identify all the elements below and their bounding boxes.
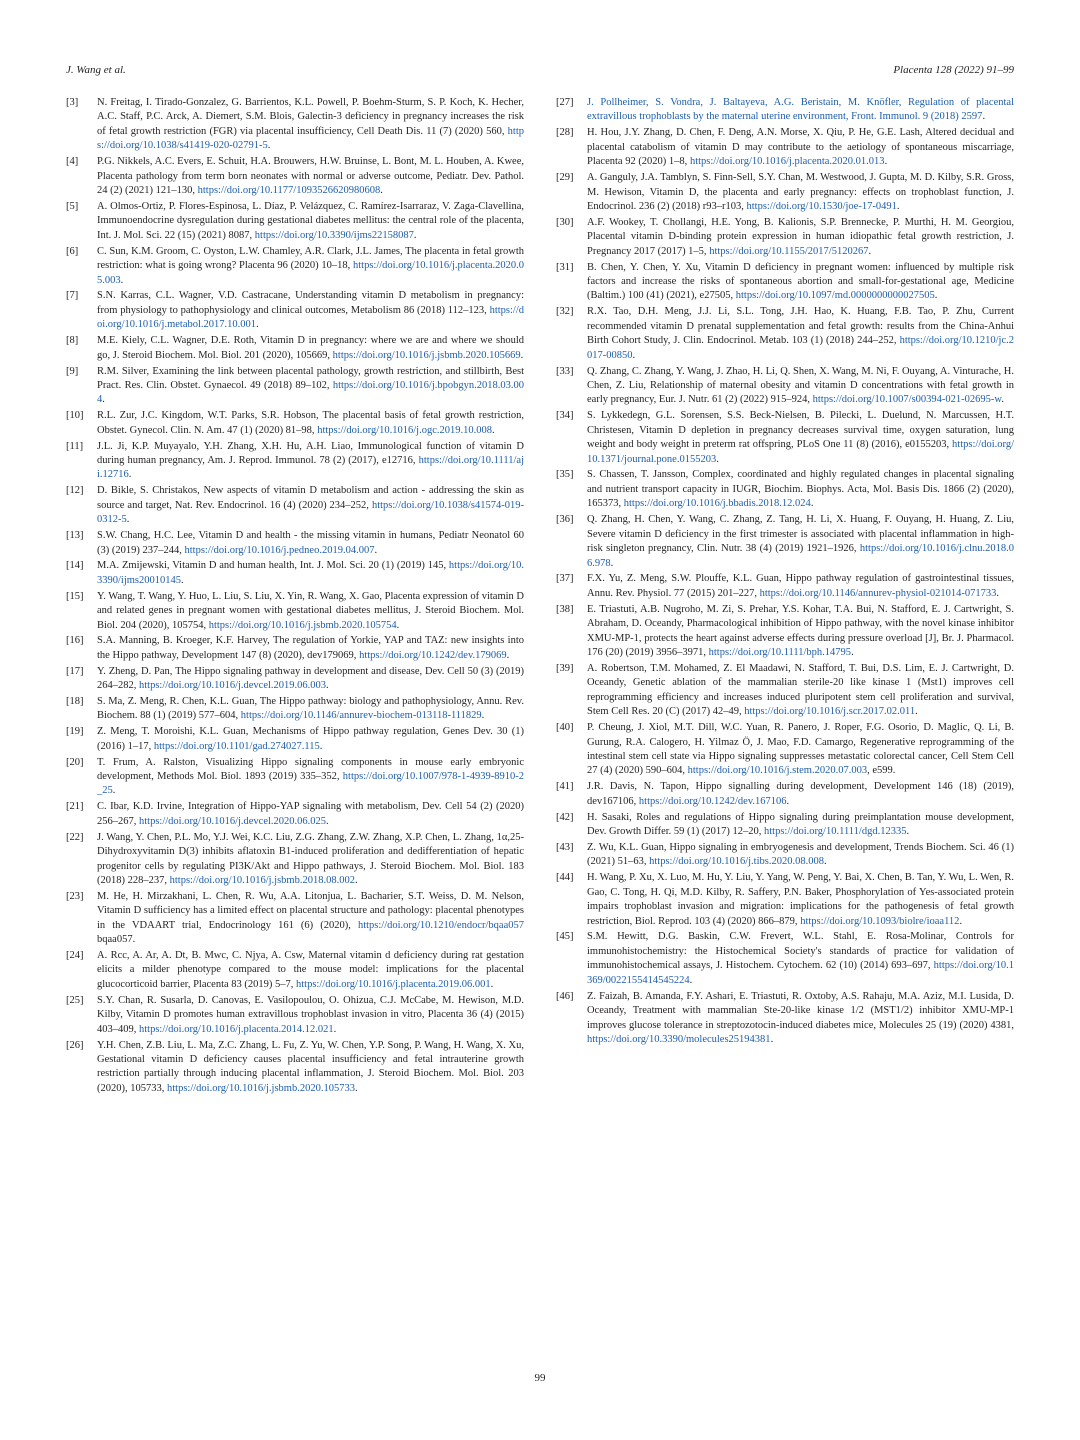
doi-link[interactable]: https://doi.org/10.1038/s41419-020-02791-5 [97, 125, 524, 152]
reference-citation: P. Cheung, J. Xiol, M.T. Dill, W.C. Yuan, R. Panero, J. Roper, F.G. Osorio, D. Maglic, Q. Li, B. Gurung, R.A. Calogero, H. Yilmaz Ö, J. Mao, F.D. Camargo, Regenerative reprogramming of the intestinal stem cell state via Hippo signaling suppresses metastatic colorectal cancer, Cell Stem Cell 27 (4) (2020) 590–604, [587, 722, 1014, 777]
reference-text [587, 780, 1014, 809]
reference-item [556, 841, 1014, 870]
reference-item [66, 800, 524, 829]
reference-citation: Y.H. Chen, Z.B. Liu, L. Ma, Z.C. Zhang, L. Fu, Z. Yu, W. Chen, Y.P. Song, P. Wang, H. Wang, X. Xu, Gestational vitamin D deficiency causes placental insufficiency and fetal intrauterine growth restriction partially through inducing placental inflammation, J. Steroid Biochem. Mol. Biol. 203 (2020), 105733, [97, 1039, 524, 1094]
doi-link[interactable]: https://doi.org/10.1371/journal.pone.0155203 [587, 439, 1014, 465]
doi-link[interactable]: https://doi.org/10.1111/dgd.12335 [764, 826, 907, 838]
reference-suffix: . [102, 394, 105, 406]
doi-link[interactable]: https://doi.org/10.1146/annurev-biochem-013118-111829 [240, 710, 482, 722]
doi-link[interactable]: https://doi.org/10.1210/endocr/bqaa057 [357, 919, 524, 931]
reference-item [556, 468, 1014, 511]
reference-text [97, 289, 524, 332]
reference-text [587, 572, 1014, 601]
doi-link[interactable]: https://doi.org/10.3390/ijms20010145 [97, 560, 524, 586]
reference-number: [18] [66, 695, 84, 707]
reference-suffix: bqaa057. [97, 934, 136, 946]
doi-link[interactable]: https://doi.org/10.1016/j.devcel.2020.06.025 [139, 815, 327, 827]
reference-suffix: . [354, 1082, 358, 1094]
reference-item [556, 261, 1014, 304]
reference-item [66, 409, 524, 438]
reference-number: [30] [556, 216, 574, 228]
reference-citation: Y. Zheng, D. Pan, The Hippo signaling pathway in development and disease, Dev. Cell 50 (3) (2019) 264–282, [97, 665, 524, 692]
reference-item [66, 634, 524, 663]
reference-item [556, 603, 1014, 661]
reference-text [97, 725, 524, 754]
reference-suffix: . [896, 200, 900, 212]
reference-number: [19] [66, 726, 84, 738]
reference-number: [10] [66, 410, 84, 422]
reference-item [66, 890, 524, 948]
reference-number: [21] [66, 801, 84, 813]
reference-citation: R.L. Zur, J.C. Kingdom, W.T. Parks, S.R. Hobson, The placental basis of fetal growth restriction, Obstet. Gynecol. Clin. N. Am. 47 (1) (2020) 81–98, [97, 410, 524, 436]
reference-number: [8] [66, 335, 79, 347]
reference-text [587, 513, 1014, 571]
doi-link[interactable]: https://doi.org/10.1155/2017/5120267 [709, 245, 869, 257]
reference-suffix: . [934, 290, 938, 302]
reference-suffix: . [128, 469, 132, 481]
reference-text [97, 994, 524, 1037]
reference-citation: F.X. Yu, Z. Meng, S.W. Plouffe, K.L. Guan, Hippo pathway regulation of gastrointestinal tissues, Annu. Rev. Physiol. 77 (2015) 201–227, [587, 573, 1014, 599]
reference-item [556, 96, 1014, 125]
doi-link[interactable]: https://doi.org/10.1369/0022155414545224 [587, 960, 1014, 986]
reference-text [587, 365, 1014, 408]
reference-text [97, 831, 524, 889]
reference-text [587, 126, 1014, 169]
reference-item [556, 811, 1014, 840]
reference-suffix: . [716, 453, 719, 465]
reference-number: [11] [66, 440, 84, 452]
reference-suffix: . [689, 974, 693, 986]
reference-number: [12] [66, 485, 84, 497]
reference-suffix: . [520, 349, 524, 361]
reference-number: [26] [66, 1039, 84, 1051]
reference-suffix: . [506, 649, 510, 661]
reference-suffix: . [868, 245, 872, 257]
reference-text [97, 96, 524, 154]
reference-suffix: . [490, 978, 494, 990]
reference-suffix: . [396, 619, 400, 631]
reference-suffix: . [810, 498, 814, 510]
running-header-journal: Placenta 128 (2022) 91–99 [893, 64, 1014, 76]
reference-suffix: . [126, 514, 130, 526]
reference-text [97, 590, 524, 633]
reference-text [97, 756, 524, 799]
reference-citation: C. Sun, K.M. Groom, C. Oyston, L.W. Chamley, A.R. Clark, J.L. James, The placenta in fetal growth restriction: what is going wrong? Placenta 96 (2020) 10–18, [97, 245, 524, 272]
reference-item [556, 171, 1014, 214]
doi-link[interactable]: https://doi.org/10.1242/dev.167106 [638, 795, 787, 807]
reference-suffix: . [906, 826, 910, 838]
reference-item [66, 994, 524, 1037]
reference-number: [5] [66, 200, 79, 212]
reference-suffix: . [982, 111, 986, 123]
reference-item [66, 365, 524, 408]
reference-number: [40] [556, 722, 574, 734]
reference-citation: Y. Wang, T. Wang, Y. Huo, L. Liu, S. Liu, X. Yin, R. Wang, X. Gao, Placenta expression of vitamin D and related genes in pregnant women with gestational diabetes mellitus, J. Steroid Biochem. Mol. Biol. 204 (2020), 105754, [97, 590, 524, 631]
reference-text [587, 990, 1014, 1048]
reference-number: [7] [66, 290, 79, 302]
reference-item [556, 513, 1014, 571]
references-right-column [556, 96, 1014, 1049]
reference-number: [15] [66, 590, 84, 602]
doi-link[interactable]: https://doi.org/10.1146/annurev-physiol-021014-071733 [759, 587, 997, 599]
reference-citation: Z. Meng, T. Moroishi, K.L. Guan, Mechanisms of Hippo pathway regulation, Genes Dev. 30 (1) (2016) 1–17, [97, 726, 524, 752]
reference-item [556, 871, 1014, 929]
reference-suffix: . [632, 349, 636, 361]
reference-citation: Z. Faizah, B. Amanda, F.Y. Ashari, E. Triastuti, R. Oxtoby, A.S. Rahaju, M.A. Aziz, M.I. Lusida, D. Oceandy, Treatment with mammalian Ste-20-like kinase 1/2 (MST1/2) inhibitor XMU-MP-1 improves glucose tolerance in streptozotocin-induced diabetes mice, Molecules 25 (19) (2020) 4381, [587, 990, 1014, 1031]
doi-link[interactable]: https://doi.org/10.1016/j.placenta.2020.05.003 [97, 260, 524, 286]
reference-item [66, 484, 524, 527]
reference-citation: A. Rcc, A. Ar, A. Dt, B. Mwc, C. Njya, A. Csw, Maternal vitamin d deficiency during rat gestation elicits a milder phenotype compared to the mouse model: implications for the placental glucocorticoid barrier, Placenta 83 (2019) 5–7, [97, 950, 524, 990]
doi-link[interactable]: https://doi.org/10.1111/aji.12716 [97, 455, 524, 481]
reference-text [587, 871, 1014, 929]
reference-suffix: . [374, 544, 378, 556]
reference-text [587, 811, 1014, 840]
doi-link[interactable]: https://doi.org/10.1016/j.scr.2017.02.011 [744, 706, 916, 718]
reference-suffix: . [1001, 394, 1004, 406]
reference-citation: S. Lykkedegn, G.L. Sorensen, S.S. Beck-Nielsen, B. Pilecki, L. Duelund, N. Marcussen, H.T. Christesen, Vitamin D depletion in pregnancy decreases survival time, oxygen saturation, lung weight and body weight in preterm rat offspring, PLoS One 11 (8) (2016), e0155203, [587, 410, 1014, 451]
reference-citation: M.E. Kiely, C.L. Wagner, D.E. Roth, Vitamin D in pregnancy: where we are and where we should go, J. Steroid Biochem. Mol. Biol. 201 (2020), 105669, [97, 335, 524, 361]
doi-link[interactable]: https://doi.org/10.1242/dev.179069 [359, 649, 507, 661]
reference-item [66, 200, 524, 243]
doi-link[interactable]: https://doi.org/10.1097/md.0000000000027505 [735, 290, 935, 302]
doi-link[interactable]: https://doi.org/10.1093/biolre/ioaa112 [800, 915, 960, 927]
reference-citation: S.M. Hewitt, D.G. Baskin, C.W. Frevert, W.L. Stahl, E. Rosa-Molinar, Controls for immunohistochemistry: the Histochemical Society's standards of practice for validation of immunohistochemical assays, J. Histochem. Cytochem. 62 (10) (2014) 693–697, [587, 931, 1014, 972]
doi-link[interactable]: https://doi.org/10.3390/molecules25194381 [587, 1033, 771, 1045]
reference-item [66, 725, 524, 754]
doi-link[interactable]: https://doi.org/10.1016/j.bpobgyn.2018.03.004 [97, 379, 524, 406]
doi-link[interactable]: https://doi.org/10.1177/1093526620980608 [197, 185, 381, 197]
doi-link[interactable]: https://doi.org/10.1210/jc.2017-00850 [587, 335, 1014, 361]
reference-text [587, 96, 1014, 125]
reference-number: [4] [66, 156, 79, 168]
reference-suffix: . [786, 795, 790, 807]
reference-number: [39] [556, 662, 574, 674]
references-left-column [66, 96, 524, 1098]
doi-link[interactable]: https://doi.org/10.1016/j.stem.2020.07.003 [687, 765, 868, 777]
reference-item [66, 440, 524, 483]
reference-item [556, 365, 1014, 408]
reference-item [556, 721, 1014, 779]
reference-item [66, 96, 524, 154]
reference-item [66, 155, 524, 198]
reference-suffix: . [256, 319, 259, 331]
reference-suffix: . [319, 740, 323, 752]
reference-citation: M. He, H. Mirzakhani, L. Chen, R. Wu, A.A. Litonjua, L. Bacharier, S.T. Weiss, D. M. Nelson, Vitamin D sufficiency has a limited effect on placental structure and pathology: placental phenotypes in the VDAART trial, Endocrinology 161 (6) (2020), [97, 890, 524, 931]
reference-number: [13] [66, 530, 84, 542]
reference-item [556, 305, 1014, 363]
reference-item [66, 559, 524, 588]
reference-number: [45] [556, 931, 574, 943]
reference-suffix: , e599. [867, 765, 896, 777]
reference-number: [41] [556, 781, 574, 793]
doi-link[interactable]: https://doi.org/10.1016/j.pedneo.2019.04.007 [184, 544, 375, 556]
running-header-authors: J. Wang et al. [66, 64, 126, 76]
reference-number: [25] [66, 994, 84, 1006]
reference-citation: M.A. Zmijewski, Vitamin D and human health, Int. J. Mol. Sci. 20 (1) (2019) 145, [97, 560, 449, 572]
reference-suffix: . [380, 185, 383, 197]
reference-citation: P.G. Nikkels, A.C. Evers, E. Schuit, H.A. Brouwers, H.W. Bruinse, L. Bont, M. L. Houben, A. Kwee, Placenta pathology from term born neonates with normal or adverse outcome, Pediatr. Dev. Pathol. 24 (2) (2021) 121–130, [97, 156, 524, 197]
reference-item [66, 949, 524, 992]
reference-suffix: . [915, 706, 918, 718]
reference-citation: J. Wang, Y. Chen, P.L. Mo, Y.J. Wei, K.C. Liu, Z.G. Zhang, Z.W. Zhang, X.P. Chen, L. Zhang, 1α,25-Dihydroxyvitamin D(3) inhibits aflatoxin B1-induced proliferation and dedifferentiation of hepatic progenitor cells by regulating PI3K/Akt and Hippo pathways, J. Steroid Biochem. Mol. Biol. 183 (2018) 228–237, [97, 831, 524, 886]
reference-number: [27] [556, 97, 574, 108]
reference-text [97, 559, 524, 588]
reference-number: [32] [556, 306, 574, 318]
reference-item [556, 990, 1014, 1048]
reference-suffix: . [610, 557, 614, 569]
reference-number: [33] [556, 365, 574, 377]
reference-text [587, 305, 1014, 363]
reference-item [66, 831, 524, 889]
reference-number: [3] [66, 97, 79, 108]
reference-text [587, 603, 1014, 661]
reference-citation: N. Freitag, I. Tirado-Gonzalez, G. Barrientos, K.L. Powell, P. Boehm-Sturm, S. P. Koch, K. Hecher, A.C. Staff, P.C. Arck, A. Diemert, S.M. Blois, Galectin-3 deficiency in pregnancy increases the risk of fetal growth restriction (FGR) via placental insufficiency, Cell Death Dis. 11 (7) (2020) 560, [97, 97, 524, 137]
doi-link[interactable]: https://doi.org/10.1111/bph.14795 [708, 647, 852, 659]
reference-citation: S.A. Manning, B. Kroeger, K.F. Harvey, The regulation of Yorkie, YAP and TAZ: new insights into the Hippo pathway, Development 147 (8) (2020), dev179069, [97, 635, 524, 661]
reference-citation: H. Wang, P. Xu, X. Luo, M. Hu, Y. Liu, Y. Yang, W. Peng, Y. Bai, X. Chen, B. Tan, Y. Wu, L. Wen, R. Gao, C. Tong, H. Qi, M.D. Kilby, R. Saffery, P.N. Baker, Phosphorylation of Yes-associated protein impairs trophoblast invasion and migration: implications for the pathogenesis of fetal growth restriction, Biol. Reprod. 103 (4) (2020) 866–879, [587, 872, 1014, 927]
reference-citation: Z. Wu, K.L. Guan, Hippo signaling in embryogenesis and development, Trends Biochem. Sci. 46 (1) (2021) 51–63, [587, 841, 1014, 868]
reference-citation: H. Hou, J.Y. Zhang, D. Chen, F. Deng, A.N. Morse, X. Qiu, P. He, G.E. Lash, Altered decidual and placental catabolism of vitamin D may contribute to the aetiology of spontaneous miscarriage, Placenta 92 (2020) 1–8, [587, 127, 1014, 168]
reference-item [556, 216, 1014, 259]
reference-citation: H. Sasaki, Roles and regulations of Hippo signaling during preimplantation mouse development, Dev. Growth Differ. 59 (1) (2017) 12–20, [587, 811, 1014, 838]
reference-number: [17] [66, 665, 84, 677]
doi-link[interactable]: https://doi.org/10.1530/joe-17-0491 [746, 200, 897, 212]
reference-citation: S.W. Chang, H.C. Lee, Vitamin D and health - the missing vitamin in humans, Pediatr Neonatol 60 (3) (2019) 237–244, [97, 530, 524, 556]
reference-number: [42] [556, 811, 574, 823]
reference-item [66, 590, 524, 633]
reference-number: [38] [556, 603, 574, 615]
reference-number: [46] [556, 990, 574, 1002]
doi-link[interactable]: https://doi.org/10.1016/j.jsbmb.2020.105669 [332, 349, 521, 361]
reference-suffix: . [354, 874, 358, 886]
reference-suffix: . [413, 229, 417, 241]
doi-link[interactable]: https://doi.org/10.1101/gad.274027.115 [153, 740, 320, 752]
reference-number: [37] [556, 573, 574, 585]
reference-text [587, 662, 1014, 720]
reference-text [97, 529, 524, 558]
reference-text [97, 365, 524, 408]
reference-suffix: . [326, 815, 329, 827]
reference-text [97, 409, 524, 438]
doi-link[interactable]: https://doi.org/10.1016/j.bbadis.2018.12.024 [623, 498, 811, 510]
reference-item [66, 245, 524, 288]
doi-link[interactable]: https://doi.org/10.1016/j.placenta.2014.12.021 [139, 1023, 334, 1035]
reference-text [97, 634, 524, 663]
reference-text [97, 440, 524, 483]
reference-text [97, 695, 524, 724]
reference-text [587, 930, 1014, 988]
reference-suffix: . [823, 856, 827, 868]
reference-number: [24] [66, 950, 84, 962]
reference-citation: S.N. Karras, C.L. Wagner, V.D. Castracane, Understanding vitamin D metabolism in pregnancy: from physiology to pathophysiology and clinical outcomes, Metabolism 86 (2018) 112–123, [97, 290, 524, 316]
reference-suffix: . [996, 587, 1000, 599]
reference-number: [14] [66, 560, 84, 572]
reference-citation: S. Chassen, T. Jansson, Complex, coordinated and highly regulated changes in placental signaling and nutrient transport capacity in IUGR, Biochim. Biophys. Acta, Mol. Basis Dis. 1866 (2) (2020), 165373, [587, 469, 1014, 510]
reference-item [66, 695, 524, 724]
doi-link[interactable]: https://doi.org/10.1016/j.jsbmb.2020.105733 [167, 1082, 355, 1094]
reference-item [66, 289, 524, 332]
reference-item [66, 334, 524, 363]
doi-link[interactable]: https://doi.org/10.1007/978-1-4939-8910-2_25 [97, 771, 524, 797]
reference-number: [20] [66, 756, 84, 768]
reference-citation: Q. Zhang, C. Zhang, Y. Wang, J. Zhao, H. Li, Q. Shen, X. Wang, M. Ni, F. Ouyang, A. Vinturache, H. Chen, Z. Liu, Relationship of maternal obesity and vitamin D concentrations with fetal growth in early pregnancy, Eur. J. Nutr. 61 (2) (2022) 915–924, [587, 365, 1015, 406]
reference-number: [22] [66, 831, 84, 843]
reference-citation: E. Triastuti, A.B. Nugroho, M. Zi, S. Prehar, Y.S. Kohar, T.A. Bui, N. Stafford, E. J. Cartwright, S. Abraham, D. Oceandy, Pharmacological inhibition of Hippo pathway, with the novel kinase inhibitor XMU-MP-1, protects the heart against adverse effects during pressure overload [J], Br. J. Pharmacol. 176 (20) (2019) 3956–3971, [587, 603, 1014, 659]
doi-link[interactable]: https://doi.org/10.1016/j.tibs.2020.08.008 [649, 856, 824, 868]
reference-item [66, 529, 524, 558]
reference-number: [6] [66, 245, 79, 257]
reference-citation: J.R. Davis, N. Tapon, Hippo signalling during development, Development 146 (18) (2019), dev167106, [587, 781, 1014, 807]
reference-suffix: . [851, 647, 854, 659]
doi-link[interactable]: https://doi.org/10.1038/s41574-019-0312-5 [97, 499, 524, 526]
reference-citation: A.F. Wookey, T. Chollangi, H.E. Yong, B. Kalionis, S.P. Brennecke, P. Murthi, H. M. Georgiou, Placental vitamin D-binding protein expression in human idiopathic fetal growth restriction, J. Pregnancy 2017 (2017) 1–5, [587, 216, 1014, 257]
reference-number: [9] [66, 365, 79, 377]
reference-suffix: . [181, 574, 184, 586]
reference-suffix: . [333, 1023, 337, 1035]
reference-text [587, 409, 1014, 467]
reference-citation: S.Y. Chan, R. Susarla, D. Canovas, E. Vasilopoulou, O. Ohizua, C.J. McCabe, M. Hewison, M.D. Kilby, Vitamin D promotes human extravillous trophoblast invasion in vitro, Placenta 36 (4) (2015) 403–409, [97, 994, 524, 1035]
reference-item [556, 780, 1014, 809]
reference-item [556, 930, 1014, 988]
reference-text [587, 841, 1014, 870]
reference-suffix: . [481, 710, 485, 722]
doi-link[interactable]: https://doi.org/10.1016/j.metabol.2017.10.001 [97, 304, 524, 331]
reference-citation: A. Robertson, T.M. Mohamed, Z. El Maadawi, N. Stafford, T. Bui, D.S. Lim, E. J. Cartwright, D. Oceandy, Genetic ablation of the mammalian sterile-20 like kinase 1 (Mst1) improves cell reprogramming efficiency and increases induced pluripotent stem cell proliferation and survival, Stem Cell Res. 20 (C) (2017) 42–49, [587, 662, 1014, 718]
reference-number: [16] [66, 635, 84, 647]
reference-text [587, 468, 1014, 511]
doi-link[interactable]: https://doi.org/10.1016/j.placenta.2019.06.001 [296, 978, 491, 990]
page-number: 99 [534, 1372, 546, 1384]
reference-number: [35] [556, 469, 574, 481]
reference-item [556, 409, 1014, 467]
reference-item [556, 662, 1014, 720]
reference-item [556, 572, 1014, 601]
reference-text [587, 216, 1014, 259]
reference-text [97, 665, 524, 694]
reference-text [587, 171, 1014, 214]
reference-text [587, 261, 1014, 304]
reference-citation: A. Ganguly, J.A. Tamblyn, S. Finn-Sell, S.Y. Chan, M. Westwood, J. Gupta, M. D. Kilby, S.R. Gross, M. Hewison, Vitamin D, the placenta and early pregnancy: effects on trophoblast function, J. Endocrinol. 236 (2) (2018) r93–r103, [587, 172, 1014, 212]
reference-item [66, 665, 524, 694]
reference-citation: C. Ibar, K.D. Irvine, Integration of Hippo-YAP signaling with metabolism, Dev. Cell 54 (2) (2020) 256–267, [97, 801, 524, 827]
reference-text [97, 200, 524, 243]
reference-number: [44] [556, 872, 574, 884]
reference-number: [34] [556, 410, 574, 422]
reference-number: [28] [556, 127, 574, 139]
reference-suffix: . [959, 915, 963, 927]
reference-text [587, 721, 1014, 779]
doi-link[interactable]: J. Pollheimer, S. Vondra, J. Baltayeva, A.G. Beristain, M. Knöfler, Regulation of placental extravillous trophoblasts by the maternal uterine environment, Front. Immunol. 9 (2018) 2597 [587, 97, 1014, 123]
reference-suffix: . [326, 680, 329, 692]
reference-citation: S. Ma, Z. Meng, R. Chen, K.L. Guan, The Hippo pathway: biology and pathophysiology, Annu. Rev. Biochem. 88 (1) (2019) 577–604, [97, 695, 524, 722]
reference-citation: J.L. Ji, K.P. Muyayalo, Y.H. Zhang, X.H. Hu, A.H. Liao, Immunological function of vitamin D during human pregnancy, Am. J. Reprod. Immunol. 78 (2) (2017), e12716, [97, 440, 524, 466]
reference-suffix: . [120, 274, 124, 286]
doi-link[interactable]: https://doi.org/10.1016/j.clnu.2018.06.978 [587, 543, 1014, 569]
reference-citation: B. Chen, Y. Chen, Y. Xu, Vitamin D deficiency in pregnant women: influenced by multiple risk factors and increase the risks of spontaneous abortion and small-for-gestational age, Medicine (Baltim.) 100 (41) (2021), e27505, [587, 261, 1014, 302]
reference-item [66, 756, 524, 799]
reference-citation: Q. Zhang, H. Chen, Y. Wang, C. Zhang, Z. Tang, H. Li, X. Huang, F. Ouyang, H. Huang, Z. Liu, Severe vitamin D deficiency in the first trimester is associated with placental inflammation in high-risk singleton pregnancy, Clin. Nutr. 38 (4) (2019) 1921–1926, [587, 514, 1014, 555]
reference-suffix: . [112, 785, 116, 797]
reference-suffix: . [884, 156, 888, 168]
doi-link[interactable]: https://doi.org/10.1016/j.devcel.2019.06.003 [139, 680, 327, 692]
doi-link[interactable]: https://doi.org/10.1016/j.placenta.2020.01.013 [689, 156, 885, 168]
reference-text [97, 800, 524, 829]
reference-item [556, 126, 1014, 169]
reference-citation: A. Olmos-Ortiz, P. Flores-Espinosa, L. Díaz, P. Velázquez, C. Ramírez-Isarraraz, V. Zaga-Clavellina, Immunoendocrine dysregulation during gestational diabetes mellitus: the central role of the placenta, Int. J. Mol. Sci. 22 (15) (2021) 8087, [97, 200, 524, 241]
reference-citation: T. Frum, A. Ralston, Visualizing Hippo signaling components in mouse early embryonic development, Methods Mol. Biol. 1893 (2019) 335–352, [97, 756, 524, 783]
reference-suffix: . [492, 424, 495, 436]
reference-text [97, 1039, 524, 1097]
reference-text [97, 334, 524, 363]
reference-suffix: . [770, 1033, 774, 1045]
reference-text [97, 890, 524, 948]
reference-citation: R.X. Tao, D.H. Meng, J.J. Li, S.L. Tong, J.H. Hao, K. Huang, F.B. Tao, P. Zhu, Current recommended vitamin D prenatal supplementation and fetal growth: results from the China-Anhui Birth Cohort Study, J. Clin. Endocrinol. Metab. 103 (1) (2018) 244–252, [587, 306, 1014, 347]
reference-text [97, 484, 524, 527]
reference-number: [36] [556, 514, 574, 526]
doi-link[interactable]: https://doi.org/10.1016/j.jsbmb.2018.08.002 [169, 874, 355, 886]
doi-link[interactable]: https://doi.org/10.1007/s00394-021-02695-w [812, 394, 1002, 406]
reference-number: [43] [556, 841, 574, 853]
reference-text [97, 155, 524, 198]
doi-link[interactable]: https://doi.org/10.3390/ijms22158087 [254, 229, 414, 241]
reference-item [66, 1039, 524, 1097]
reference-text [97, 949, 524, 992]
reference-number: [29] [556, 172, 574, 184]
reference-citation: D. Bikle, S. Christakos, New aspects of vitamin D metabolism and action - addressing the skin as source and target, Nat. Rev. Endocrinol. 16 (4) (2020) 234–252, [97, 485, 524, 511]
reference-number: [31] [556, 261, 574, 273]
reference-suffix: . [267, 140, 271, 152]
reference-citation: R.M. Silver, Examining the link between placental pathology, growth restriction, and stillbirth, Best Pract. Res. Clin. Obstet. Gynaecol. 49 (2018) 89–102, [97, 365, 524, 391]
reference-number: [23] [66, 890, 84, 902]
doi-link[interactable]: https://doi.org/10.1016/j.ogc.2019.10.008 [317, 424, 492, 436]
reference-text [97, 245, 524, 288]
doi-link[interactable]: https://doi.org/10.1016/j.jsbmb.2020.105754 [208, 619, 397, 631]
